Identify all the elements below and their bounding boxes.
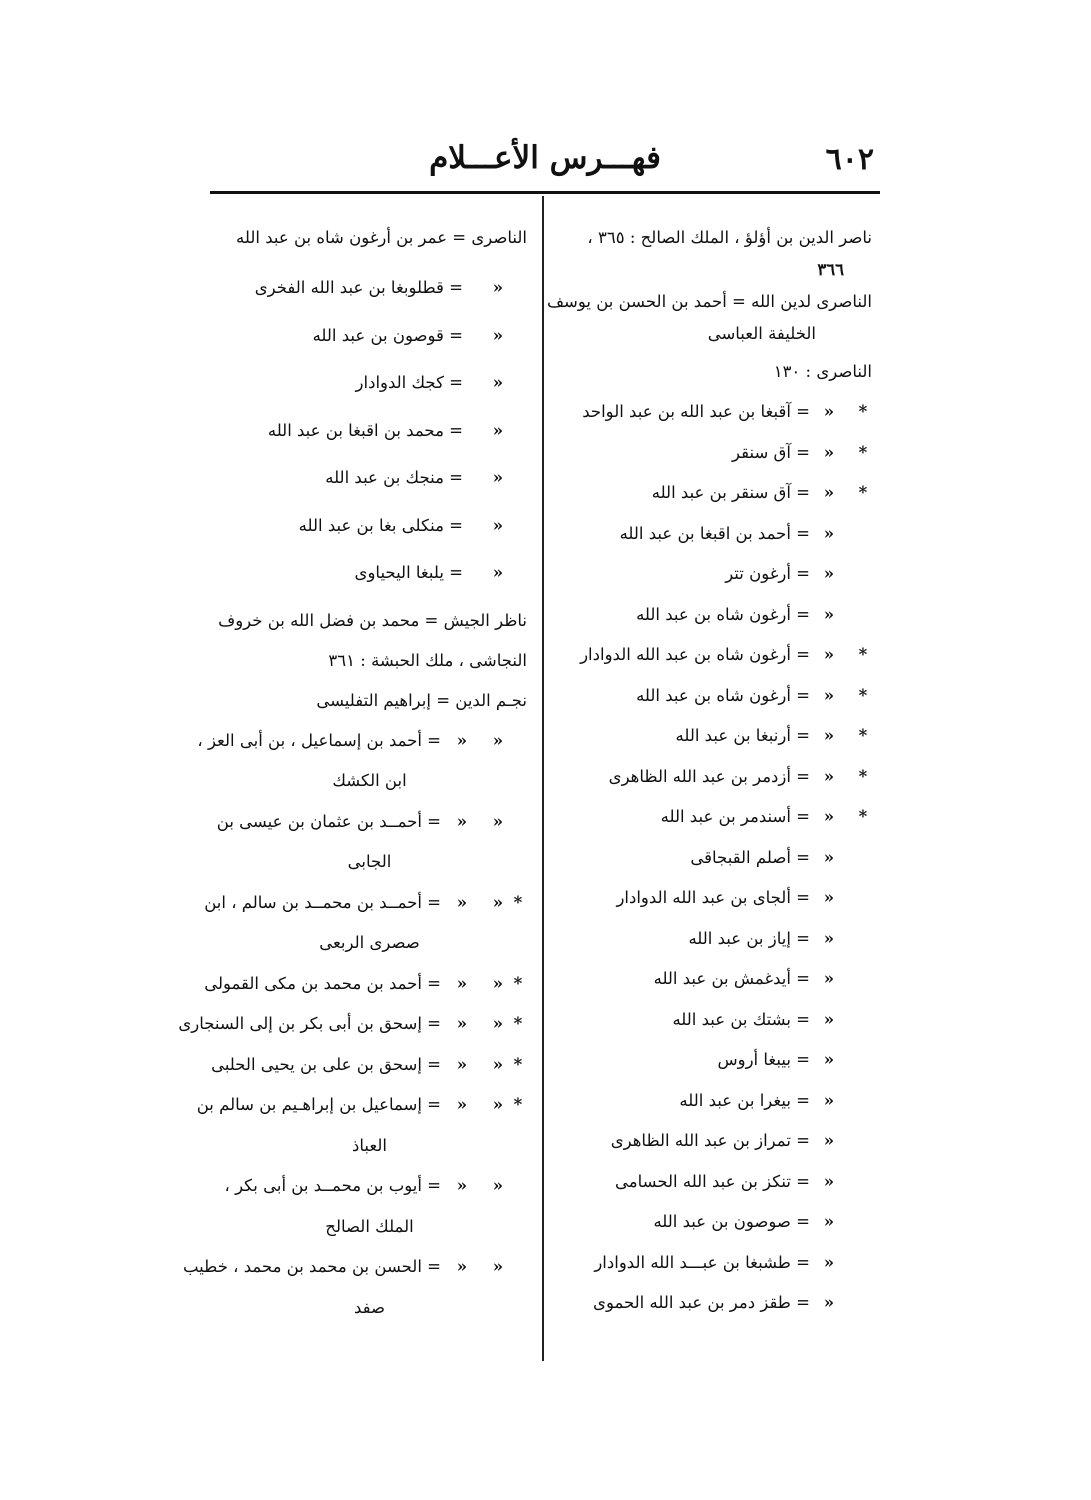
right-column	[546, 222, 872, 1324]
index-entry	[562, 473, 872, 514]
entry-name: = إياز بن عبد الله	[688, 928, 810, 948]
index-entry	[212, 802, 527, 843]
entry-name: = أيوب بن محمــد بن أبى بكر ،	[224, 1176, 441, 1195]
ditto-mark: «	[456, 730, 467, 750]
index-entry	[212, 1166, 527, 1207]
index-heading: الناصرى = عمر بن أرغون شاه بن عبد الله	[236, 228, 527, 247]
index-entry	[204, 883, 527, 924]
index-heading: نجـم الدين = إبراهيم التفليسى	[316, 690, 527, 710]
index-entry	[212, 553, 527, 601]
index-entry	[212, 268, 527, 316]
entry-name: = أيدغمش بن عبد الله	[653, 969, 810, 988]
ditto-mark: «	[492, 325, 503, 345]
ditto-mark: «	[823, 969, 834, 988]
index-entry	[212, 506, 527, 554]
ditto-mark: «	[823, 807, 834, 826]
ditto-mark: «	[823, 1009, 834, 1029]
entry-continuation: صفد	[353, 1297, 386, 1317]
entry-name: = كجك الدوادار	[355, 373, 463, 392]
entry-continuation: الملك الصالح	[325, 1216, 414, 1236]
ditto-mark: «	[492, 730, 503, 750]
ditto-mark: «	[823, 483, 834, 502]
entry-name: = آقبغا بن عبد الله بن عبد الواحد	[582, 402, 810, 421]
entry-name: = أزدمر بن عبد الله الظاهرى	[608, 766, 810, 786]
entry-name: = يلبغا اليحياوى	[354, 563, 463, 582]
index-entry	[562, 959, 872, 1000]
index-heading: النجاشى ، ملك الحبشة : ٣٦١	[328, 650, 527, 670]
index-entry	[562, 1162, 872, 1203]
ditto-mark: «	[492, 973, 503, 993]
index-heading: الناصرى : ١٣٠	[773, 362, 872, 381]
entry-name: = منجك بن عبد الله	[325, 468, 463, 487]
entry-name: = أرغون شاه بن عبد الله	[636, 685, 810, 705]
asterisk-mark: *	[513, 1054, 523, 1074]
entry-name: = تنكز بن عبد الله الحسامى	[615, 1171, 810, 1191]
index-entry	[562, 1081, 872, 1122]
index-entry	[562, 878, 872, 919]
entry-continuation: الجابى	[347, 852, 392, 871]
ditto-mark: «	[492, 563, 503, 582]
asterisk-mark: *	[858, 442, 868, 462]
ditto-mark: «	[823, 847, 834, 867]
entry-name: = طقز دمر بن عبد الله الحموى	[593, 1293, 810, 1312]
header-rule	[210, 191, 880, 194]
entry-name: = أرغون شاه بن عبد الله الدوادار	[580, 645, 810, 664]
index-entry	[212, 458, 527, 506]
entry-name: = إسحق بن أبى بكر بن إلى السنجارى	[178, 1014, 441, 1033]
index-entry	[212, 316, 527, 364]
entry-name: = منكلى بغا بن عبد الله	[298, 515, 463, 535]
entry-name: = محمد بن اقبغا بن عبد الله	[267, 420, 463, 440]
asterisk-mark: *	[513, 892, 523, 912]
asterisk-mark: *	[858, 766, 868, 786]
page-title: فهـــرس الأعـــلام	[429, 140, 661, 176]
ditto-mark: «	[823, 523, 834, 543]
entry-continuation: العباذ	[352, 1135, 387, 1155]
ditto-mark: «	[823, 928, 834, 948]
entry-name: = أحمــد بن محمــد بن سالم ، ابن	[204, 892, 441, 912]
entry-name: = أحمد بن اقبغا بن عبد الله	[619, 523, 810, 543]
index-entry	[212, 363, 527, 411]
index-entry	[182, 1247, 527, 1288]
column-divider	[542, 196, 544, 1361]
entry-name: = أحمــد بن عثمان بن عيسى بن	[216, 811, 441, 831]
entry-name: = أصلم القبجاقى	[690, 847, 810, 867]
index-heading: الناصرى لدين الله = أحمد بن الحسن بن يوسف	[546, 292, 872, 311]
index-entry	[562, 716, 872, 757]
entry-continuation: ابن الكشك	[332, 771, 407, 790]
entry-continuation: صصرى الربعى	[319, 933, 420, 952]
index-entry	[562, 838, 872, 879]
ditto-mark: «	[492, 1176, 503, 1195]
asterisk-mark: *	[513, 973, 523, 993]
ditto-mark: «	[823, 1212, 834, 1231]
entry-name: = إسماعيل بن إبراهـيم بن سالم بن	[196, 1095, 441, 1114]
index-entry	[204, 964, 527, 1005]
index-entry	[562, 757, 872, 798]
index-heading: الخليفة العباسى	[707, 324, 816, 343]
ditto-mark: «	[456, 1014, 467, 1033]
index-entry	[212, 1045, 527, 1086]
ditto-mark: «	[492, 373, 503, 392]
asterisk-mark: *	[858, 807, 868, 826]
ditto-mark: «	[823, 1252, 834, 1272]
index-heading: ٣٦٦	[817, 260, 844, 279]
index-heading: ناصر الدين بن أؤلؤ ، الملك الصالح : ٣٦٥ ،	[587, 228, 872, 247]
entry-name: = قوصون بن عبد الله	[312, 325, 463, 345]
ditto-mark: «	[823, 1131, 834, 1150]
asterisk-mark: *	[858, 483, 868, 502]
ditto-mark: «	[492, 1014, 503, 1033]
index-entry	[562, 514, 872, 555]
ditto-mark: «	[823, 1050, 834, 1069]
index-entry	[562, 676, 872, 717]
entry-name: = قطلوبغا بن عبد الله الفخرى	[254, 278, 463, 297]
index-entry	[562, 1202, 872, 1243]
entry-name: = أرغون شاه بن عبد الله	[636, 604, 810, 624]
ditto-mark: «	[823, 604, 834, 624]
ditto-mark: «	[492, 892, 503, 912]
index-entry	[212, 411, 527, 459]
ditto-mark: «	[456, 1095, 467, 1114]
ditto-mark: «	[492, 1257, 503, 1276]
index-entry	[562, 554, 872, 595]
entry-name: = صوصون بن عبد الله	[653, 1212, 810, 1231]
index-entry	[178, 1004, 527, 1045]
index-entry	[562, 797, 872, 838]
ditto-mark: «	[456, 1257, 467, 1276]
ditto-mark: «	[456, 811, 467, 831]
entry-name: = بيبغا أروس	[717, 1050, 810, 1069]
ditto-mark: «	[823, 1171, 834, 1191]
entry-name: = آق سنقر	[732, 442, 810, 462]
ditto-mark: «	[492, 278, 503, 297]
entry-name: = أحمد بن إسماعيل ، بن أبى العز ،	[197, 730, 441, 750]
ditto-mark: «	[492, 468, 503, 487]
index-entry	[562, 1283, 872, 1324]
entry-name: = أحمد بن محمد بن مكى القمولى	[204, 973, 441, 993]
ditto-mark: «	[823, 888, 834, 907]
index-entry	[562, 1000, 872, 1041]
ditto-mark: «	[456, 1054, 467, 1074]
ditto-mark: «	[492, 811, 503, 831]
asterisk-mark: *	[858, 726, 868, 745]
entry-name: = ألجاى بن عبد الله الدوادار	[616, 888, 810, 907]
entry-name: = أسندمر بن عبد الله	[660, 807, 810, 826]
ditto-mark: «	[492, 1095, 503, 1114]
ditto-mark: «	[823, 442, 834, 462]
ditto-mark: «	[823, 564, 834, 583]
asterisk-mark: *	[513, 1014, 523, 1033]
entry-name: = آق سنقر بن عبد الله	[651, 483, 810, 502]
asterisk-mark: *	[858, 402, 868, 421]
entry-name: = تمراز بن عبد الله الظاهرى	[610, 1131, 810, 1150]
index-entry	[562, 595, 872, 636]
index-entry	[562, 1040, 872, 1081]
index-entry	[562, 1121, 872, 1162]
index-entry	[562, 919, 872, 960]
entry-name: = طشبغا بن عبـــد الله الدوادار	[594, 1252, 810, 1272]
asterisk-mark: *	[858, 685, 868, 705]
asterisk-mark: *	[513, 1095, 523, 1114]
index-entry	[196, 1085, 527, 1126]
ditto-mark: «	[492, 420, 503, 440]
ditto-mark: «	[492, 515, 503, 535]
entry-name: = الحسن بن محمد بن محمد ، خطيب	[182, 1257, 441, 1276]
entry-name: = بشتك بن عبد الله	[672, 1009, 810, 1029]
index-heading: ناظر الجيش = محمد بن فضل الله بن خروف	[218, 610, 527, 630]
entry-name: = أرغون تتر	[725, 564, 810, 583]
ditto-mark: «	[492, 1054, 503, 1074]
page-header	[210, 140, 880, 190]
index-entry	[562, 433, 872, 474]
entry-name: = أرنبغا بن عبد الله	[675, 726, 810, 745]
asterisk-mark: *	[858, 645, 868, 664]
ditto-mark: «	[456, 973, 467, 993]
ditto-mark: «	[823, 1293, 834, 1312]
page-number: ٦٠٢	[825, 142, 874, 177]
left-column	[178, 222, 527, 1328]
index-entry	[562, 635, 872, 676]
entry-name: = إسحق بن على بن يحيى الحلبى	[211, 1054, 441, 1074]
ditto-mark: «	[456, 892, 467, 912]
entry-name: = بيغرا بن عبد الله	[679, 1090, 810, 1110]
index-entry	[197, 721, 527, 762]
ditto-mark: «	[823, 645, 834, 664]
ditto-mark: «	[823, 685, 834, 705]
ditto-mark: «	[823, 402, 834, 421]
ditto-mark: «	[456, 1176, 467, 1195]
ditto-mark: «	[823, 726, 834, 745]
index-entry	[562, 392, 872, 433]
ditto-mark: «	[823, 766, 834, 786]
index-entry	[562, 1243, 872, 1284]
ditto-mark: «	[823, 1090, 834, 1110]
